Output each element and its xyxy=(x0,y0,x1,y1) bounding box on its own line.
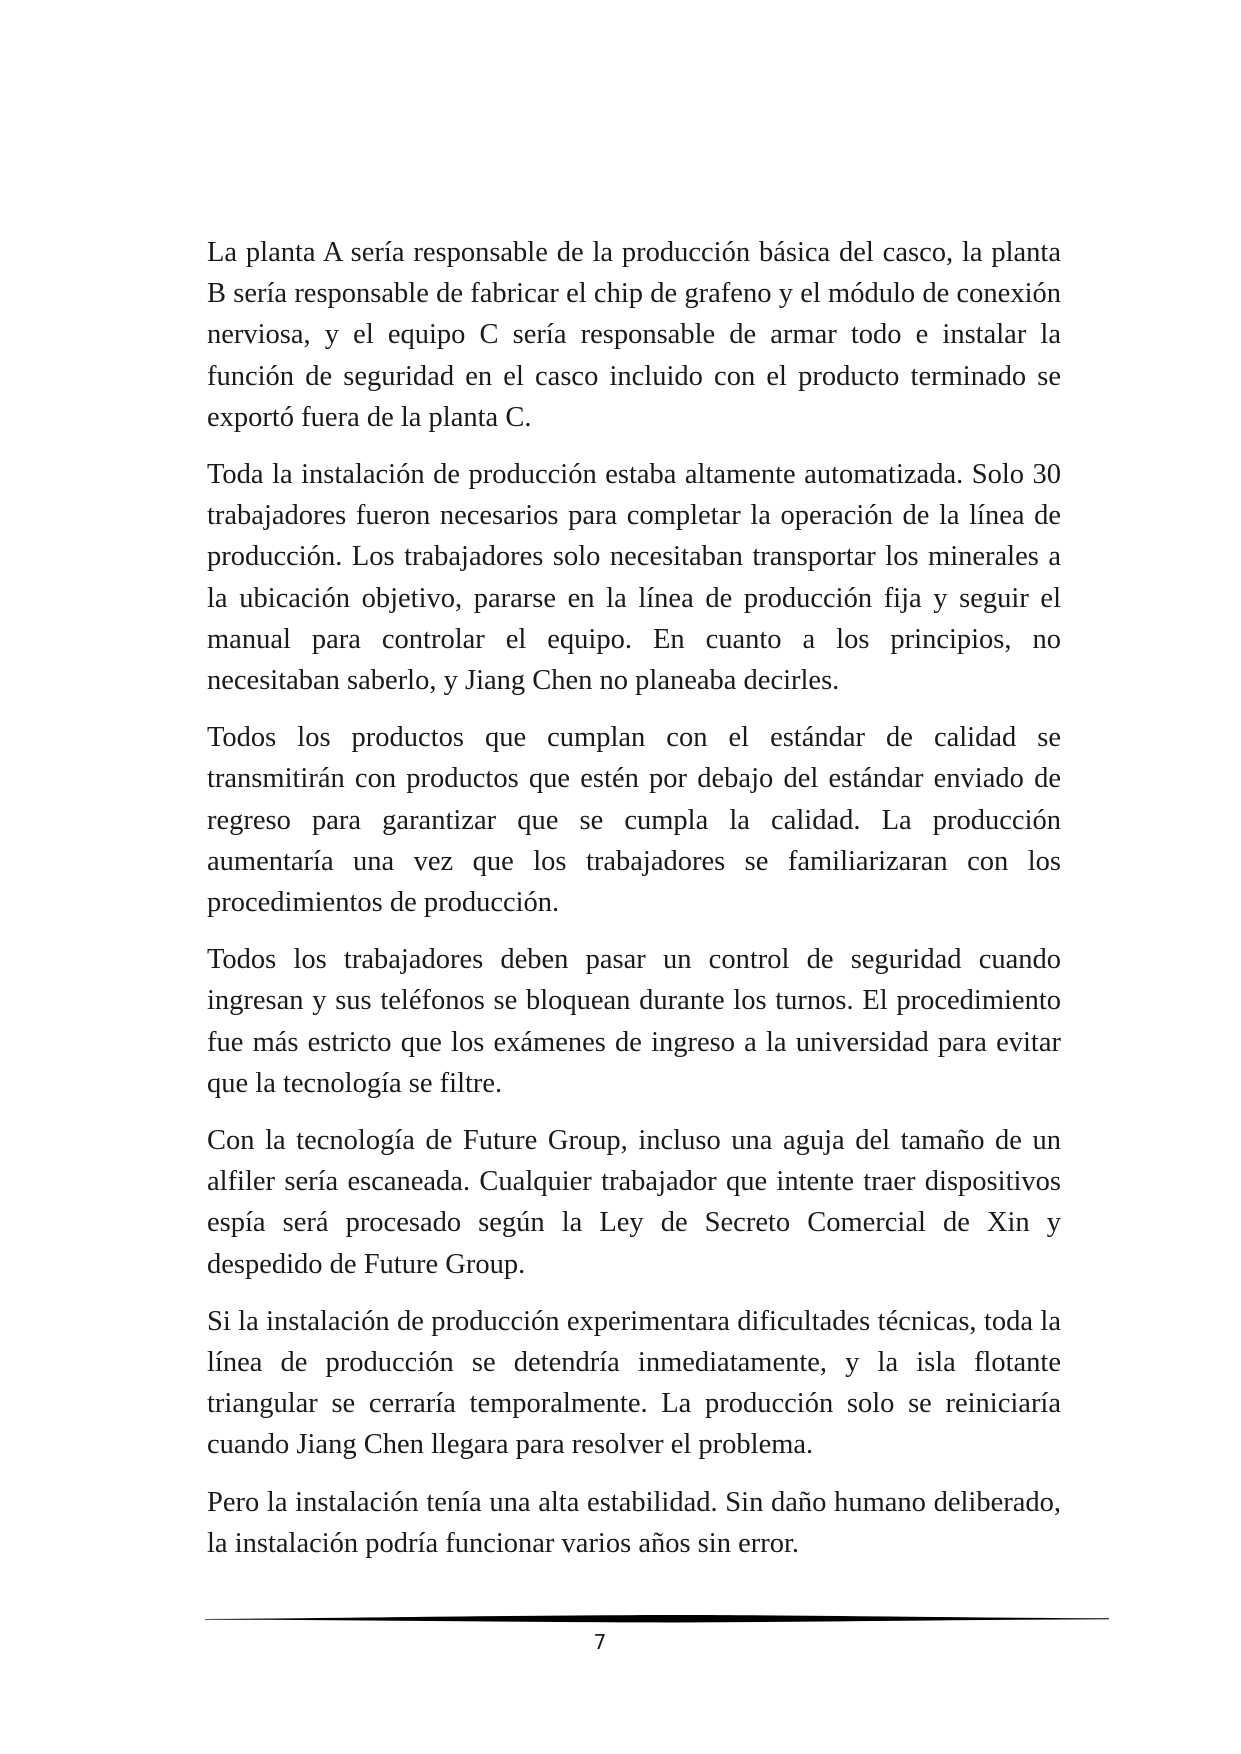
paragraph-5: Con la tecnología de Future Group, incluso una aguja del tamaño de un alfiler sería escaneada. Cualquier trabajador que intente traer dispositivos espía será procesado según la Ley de Secreto Comercial de Xin y despedido de Future Group. xyxy=(207,1125,1061,1280)
footer-divider xyxy=(205,1612,1109,1626)
footer-divider-shape xyxy=(205,1612,1109,1626)
paragraph-6: Si la instalación de producción experimentara dificultades técnicas, toda la línea de producción se detendría inmediatamente, y la isla flotante triangular se cerraría temporalmente. La producción solo se reiniciaría cuando Jiang Chen llegara para resolver el problema. xyxy=(207,1305,1061,1461)
body-text xyxy=(207,232,1061,1580)
paragraph-4: Todos los trabajadores deben pasar un control de seguridad cuando ingresan y sus teléfonos se bloquean durante los turnos. El procedimiento fue más estricto que los exámenes de ingreso a la universidad para evitar que la tecnología se filtre. xyxy=(207,944,1061,1099)
paragraph-1: La planta A sería responsable de la producción básica del casco, la planta B sería responsable de fabricar el chip de grafeno y el módulo de conexión nerviosa, y el equipo C sería responsable de armar todo e instalar la función de seguridad en el casco incluido con el producto terminado se exportó fuera de la planta C. xyxy=(207,237,1061,433)
paragraph-2: Toda la instalación de producción estaba altamente automatizada. Solo 30 trabajadores fueron necesarios para completar la operación de la línea de producción. Los trabajadores solo necesitaban transportar los minerales a la ubicación objetivo, pararse en la línea de producción fija y seguir el manual para controlar el equipo. En cuanto a los principios, no necesitaban saberlo, y Jiang Chen no planeaba decirles. xyxy=(207,459,1061,697)
paragraph-7: Pero la instalación tenía una alta estabilidad. Sin daño humano deliberado, la instalación podría funcionar varios años sin error. xyxy=(207,1486,1061,1559)
paragraph-3: Todos los productos que cumplan con el estándar de calidad se transmitirán con productos que estén por debajo del estándar enviado de regreso para garantizar que se cumpla la calidad. La producción aumentaría una vez que los trabajadores se familiarizaran con los procedimientos de producción. xyxy=(207,722,1061,919)
page-number: 7 xyxy=(593,1630,607,1654)
